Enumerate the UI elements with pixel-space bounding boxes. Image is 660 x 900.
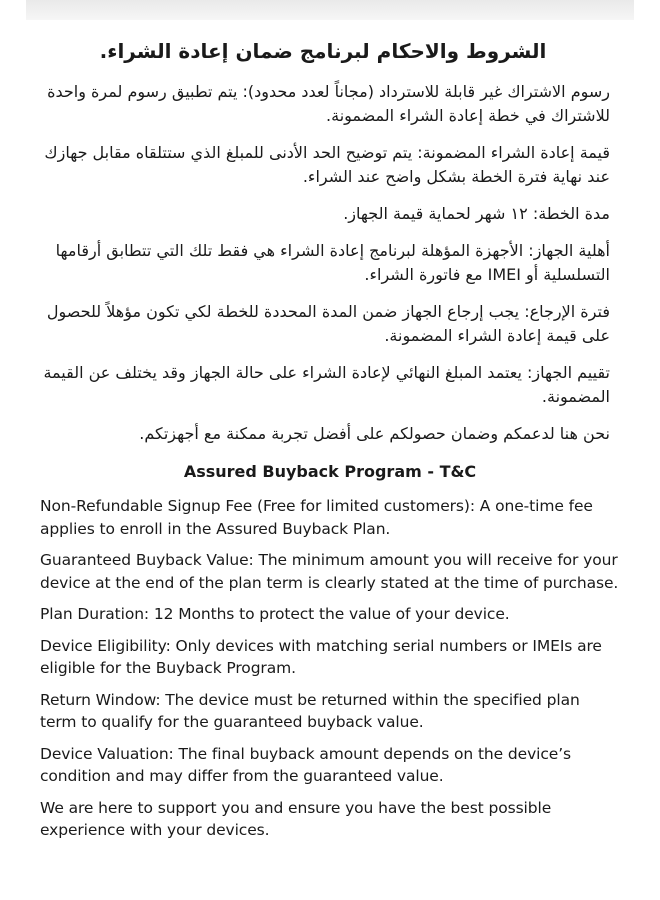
arabic-device-eligibility: أهلية الجهاز: الأجهزة المؤهلة لبرنامج إعادة الشراء هي فقط تلك التي تتطابق أرقامها التسلسلية أو IMEI مع فاتورة الشراء. [55,241,610,284]
english-plan-duration: Plan Duration: 12 Months to protect the value of your device. [40,605,510,623]
english-signup-fee: Non-Refundable Signup Fee (Free for limited customers): A one-time fee applies to enroll in the Assured Buyback Plan. [40,497,593,538]
english-device-eligibility: Device Eligibility: Only devices with matching serial numbers or IMEIs are eligible for the Buyback Program. [40,636,602,677]
arabic-guaranteed-value: قيمة إعادة الشراء المضمونة: يتم توضيح الحد الأدنى للمبلغ الذي ستتلقاه مقابل جهازك عند نهاية فترة الخطة بشكل واضح عند الشراء. [44,143,610,186]
arabic-terms-section [36,36,610,446]
english-terms-section [40,459,620,842]
english-title: Assured Buyback Program - T&C [183,462,477,481]
english-support-note: We are here to support you and ensure you have the best possible experience with your devices. [40,798,552,839]
top-shadow-bar [26,0,634,20]
english-return-window: Return Window: The device must be returned within the specified plan term to qualify for the guaranteed buyback value. [40,690,580,731]
english-guaranteed-value: Guaranteed Buyback Value: The minimum amount you will receive for your device at the end of the plan term is clearly stated at the time of purchase. [40,551,619,592]
arabic-device-valuation: تقييم الجهاز: يعتمد المبلغ النهائي لإعادة الشراء على حالة الجهاز وقد يختلف عن القيمة المضمونة. [43,363,610,406]
arabic-plan-duration: مدة الخطة: ١٢ شهر لحماية قيمة الجهاز. [343,204,610,223]
arabic-signup-fee: رسوم الاشتراك غير قابلة للاسترداد (مجاناً لعدد محدود): يتم تطبيق رسوم لمرة واحدة للاشتراك في خطة إعادة الشراء المضمونة. [47,82,610,125]
arabic-support-note: نحن هنا لدعمكم وضمان حصولكم على أفضل تجربة ممكنة مع أجهزتكم. [139,424,610,443]
terms-document [36,36,626,851]
arabic-return-window: فترة الإرجاع: يجب إرجاع الجهاز ضمن المدة المحددة للخطة لكي تكون مؤهلاً للحصول على قيمة إعادة الشراء المضمونة. [46,302,610,345]
english-device-valuation: Device Valuation: The final buyback amount depends on the device’s condition and may differ from the guaranteed value. [40,744,572,785]
arabic-title: الشروط والاحكام لبرنامج ضمان إعادة الشراء. [99,39,547,63]
